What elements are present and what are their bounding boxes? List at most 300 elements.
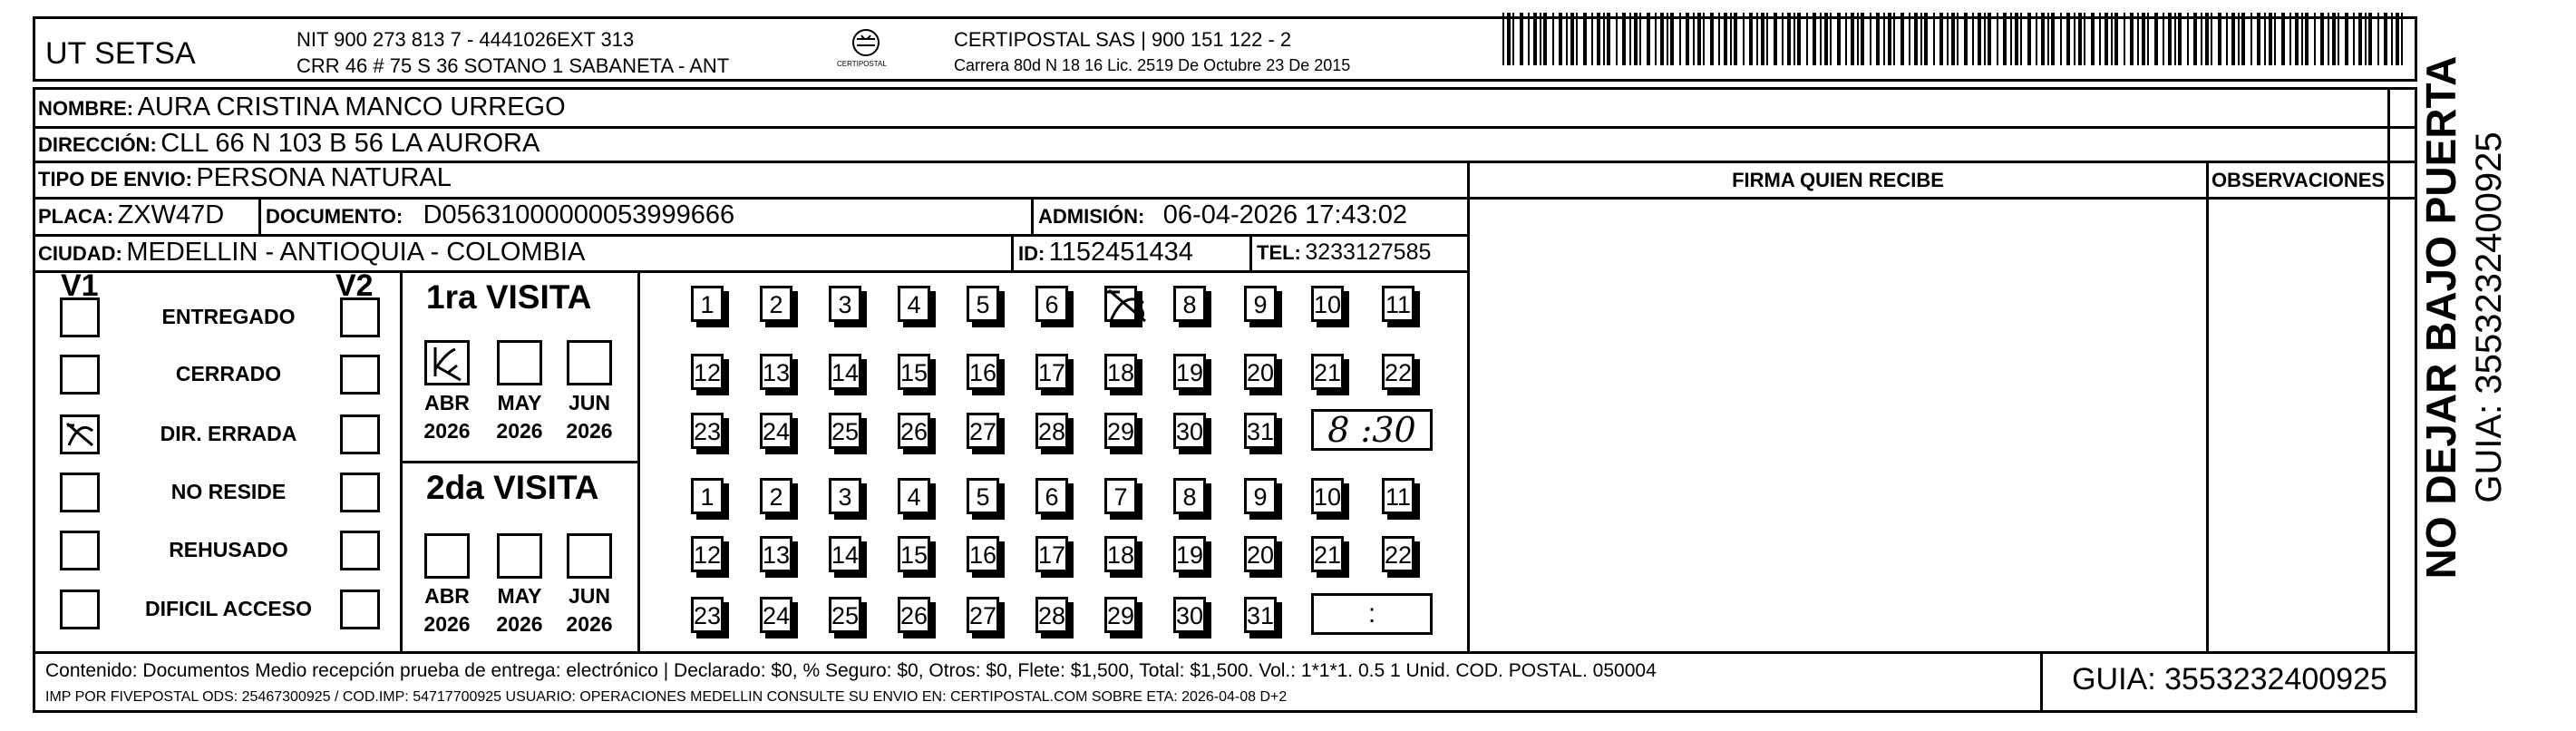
v2-checkbox[interactable] <box>340 531 380 570</box>
barcode-bar <box>2314 13 2316 65</box>
day-number: 19 <box>1176 541 1204 569</box>
day-box[interactable] <box>1382 354 1414 390</box>
box-shadow <box>1206 541 1211 578</box>
day-box[interactable] <box>1035 286 1068 322</box>
courier-license: Carrera 80d N 18 16 Lic. 2519 De Octubre 23 De 2015 <box>954 56 1351 74</box>
barcode-bar <box>1876 13 1880 65</box>
day-box[interactable] <box>691 354 724 390</box>
month-year: 2026 <box>496 419 543 443</box>
day-number: 12 <box>694 541 722 569</box>
barcode-bar <box>2211 13 2212 65</box>
month-year: 2026 <box>496 612 543 636</box>
box-shadow <box>861 602 867 638</box>
barcode-bar <box>2154 13 2158 65</box>
day-number: 31 <box>1247 602 1275 629</box>
admission-value: 06-04-2026 17:43:02 <box>1162 200 1408 229</box>
barcode-bar <box>2365 13 2367 65</box>
status-label: DIR. ERRADA <box>160 422 297 445</box>
day-number: 31 <box>1247 418 1275 445</box>
barcode-bar <box>1964 13 1968 65</box>
barcode-bar <box>2163 13 2164 65</box>
day-box[interactable] <box>760 286 792 322</box>
box-shadow <box>792 418 798 454</box>
day-number: 5 <box>976 291 990 318</box>
barcode-bar <box>1718 13 1720 65</box>
day-box[interactable] <box>760 536 792 572</box>
barcode-bar <box>1710 13 1714 65</box>
barcode-bar <box>2027 13 2031 65</box>
box-shadow <box>861 483 867 520</box>
plate-value: ZXW47D <box>117 200 225 229</box>
barcode-bar <box>1920 13 1922 65</box>
day-box[interactable] <box>691 597 724 633</box>
type-row <box>38 163 452 193</box>
barcode-bar <box>1939 13 1943 65</box>
month-label <box>488 389 551 445</box>
barcode-bar <box>1686 13 1689 65</box>
barcode-bar <box>2218 13 2221 65</box>
month-label <box>488 582 551 638</box>
barcode-bar <box>2168 13 2172 65</box>
box-shadow <box>999 418 1005 454</box>
barcode-bar <box>2091 13 2095 65</box>
day-box[interactable] <box>898 478 930 514</box>
status-label: REHUSADO <box>169 538 288 561</box>
barcode-bar <box>1870 13 1871 65</box>
box-shadow <box>792 602 798 638</box>
day-number: 20 <box>1247 359 1275 386</box>
box-shadow <box>1206 483 1211 520</box>
barcode-bar <box>1972 13 1974 65</box>
barcode-bar <box>1888 13 1891 65</box>
box-shadow <box>930 541 936 578</box>
barcode-bar <box>1820 13 1822 65</box>
month-label <box>558 582 621 638</box>
barcode-bar <box>1583 13 1587 65</box>
day-box[interactable] <box>1244 286 1277 322</box>
signature-header: FIRMA QUIEN RECIBE <box>1732 169 1944 191</box>
day-box[interactable] <box>1382 478 1414 514</box>
box-shadow <box>1206 602 1211 638</box>
barcode-bar <box>2142 13 2145 65</box>
barcode-bar <box>1774 13 1777 65</box>
day-box[interactable] <box>1244 478 1277 514</box>
visit1-title: 1ra VISITA <box>426 278 592 316</box>
day-number: 11 <box>1385 291 1412 318</box>
barcode-bar <box>2289 13 2291 65</box>
v1-checkbox[interactable] <box>60 355 100 395</box>
barcode-bar <box>1988 13 1991 65</box>
v1-header: V1 <box>61 268 99 303</box>
time-box[interactable] <box>1311 593 1433 635</box>
print-line: IMP POR FIVEPOSTAL ODS: 25467300925 / COD.IMP: 54717700925 USUARIO: OPERACIONES MEDELLIN CONSULTE SU ENVIO EN: CERTIPOSTAL.COM SOBRE ETA: 2026-04-08 D+2 <box>45 689 1288 705</box>
status-label: CERRADO <box>175 362 282 385</box>
company-name: UT SETSA <box>45 36 196 71</box>
barcode-bar <box>2345 13 2348 65</box>
barcode-bar <box>1639 13 1641 65</box>
day-box[interactable] <box>967 478 999 514</box>
barcode-bar <box>1697 13 1701 65</box>
box-shadow <box>861 291 867 327</box>
barcode-bar <box>2201 13 2202 65</box>
barcode-bar <box>1813 13 1816 65</box>
barcode-bar <box>2193 13 2197 65</box>
day-box[interactable] <box>1244 597 1277 633</box>
box-shadow <box>999 483 1005 520</box>
box-shadow <box>1344 541 1349 578</box>
barcode-bar <box>1629 13 1631 65</box>
day-box[interactable] <box>1244 413 1277 449</box>
barcode-bar <box>1703 13 1705 65</box>
v2-checkbox[interactable] <box>340 355 380 395</box>
day-number: 15 <box>900 541 928 569</box>
barcode-bar <box>1909 13 1910 65</box>
day-box[interactable] <box>898 413 930 449</box>
month-checkbox[interactable] <box>497 340 542 385</box>
day-box[interactable] <box>691 536 724 572</box>
day-number: 13 <box>763 359 791 386</box>
shipment-type: PERSONA NATURAL <box>196 163 452 192</box>
box-shadow <box>1277 541 1282 578</box>
barcode-bar <box>2066 13 2070 65</box>
box-shadow <box>1277 483 1282 520</box>
plate-label: PLACA: <box>38 205 114 228</box>
v1-checkbox[interactable] <box>60 297 100 337</box>
day-box[interactable] <box>1244 536 1277 572</box>
month-checkbox[interactable] <box>424 533 470 579</box>
barcode-bar <box>1830 13 1832 65</box>
day-number: 20 <box>1247 541 1275 569</box>
v1-checkbox[interactable] <box>60 473 100 512</box>
day-box[interactable] <box>1035 478 1068 514</box>
day-number: 6 <box>1045 291 1059 318</box>
day-box[interactable] <box>691 478 724 514</box>
month-year: 2026 <box>423 419 471 443</box>
status-label: DIFICIL ACCESO <box>144 597 312 620</box>
box-shadow <box>724 541 729 578</box>
barcode-bar <box>2003 13 2007 65</box>
day-box[interactable] <box>898 597 930 633</box>
box-shadow <box>1414 483 1420 520</box>
day-box[interactable] <box>760 413 792 449</box>
barcode-bar <box>1947 13 1949 65</box>
day-number: 22 <box>1385 541 1413 569</box>
barcode-bar <box>1667 13 1668 65</box>
day-box[interactable] <box>1382 536 1414 572</box>
day-box[interactable] <box>898 536 930 572</box>
barcode-bar <box>1845 13 1847 65</box>
day-box[interactable] <box>760 597 792 633</box>
barcode-bar <box>1857 13 1859 65</box>
box-shadow <box>724 291 729 327</box>
box-shadow <box>792 483 798 520</box>
day-box[interactable] <box>1035 413 1068 449</box>
admission-field <box>1038 200 1407 230</box>
box-shadow <box>724 602 729 638</box>
barcode-bar <box>2295 13 2299 65</box>
barcode-bar <box>1793 13 1795 65</box>
v1-checkbox[interactable] <box>60 590 100 629</box>
box-shadow <box>1137 602 1142 638</box>
tel-field <box>1257 239 1431 266</box>
barcode-bar <box>1634 13 1638 65</box>
barcode-bar <box>1724 13 1727 65</box>
day-number: 27 <box>969 418 997 445</box>
day-box[interactable] <box>829 478 861 514</box>
barcode-bar <box>1957 13 1959 65</box>
day-box[interactable] <box>691 413 724 449</box>
courier-name: CERTIPOSTAL SAS | 900 151 122 - 2 <box>954 28 1292 51</box>
box-shadow <box>724 418 729 454</box>
barcode-bar <box>2078 13 2082 65</box>
day-box[interactable] <box>1104 536 1137 572</box>
name-row <box>38 93 566 122</box>
month-checkbox[interactable] <box>567 533 612 579</box>
day-number: 21 <box>1314 541 1342 569</box>
day-box[interactable] <box>829 413 861 449</box>
barcode-bar <box>2305 13 2309 65</box>
barcode-bar <box>2111 13 2113 65</box>
barcode-bar <box>2099 13 2101 65</box>
day-number: 1 <box>700 291 714 318</box>
barcode-bar <box>1543 13 1547 65</box>
address-row <box>38 129 540 159</box>
certipostal-logo <box>839 27 893 73</box>
barcode-bar <box>1766 13 1768 65</box>
barcode-bar <box>1824 13 1828 65</box>
barcode-bar <box>2130 13 2134 65</box>
day-box[interactable] <box>1104 354 1137 390</box>
time-box[interactable] <box>1311 409 1433 451</box>
month-checkbox[interactable] <box>424 340 470 385</box>
day-box[interactable] <box>1173 597 1206 633</box>
barcode-bar <box>1743 13 1745 65</box>
day-number: 16 <box>969 359 997 386</box>
day-number: 2 <box>769 483 783 511</box>
recipient-name: AURA CRISTINA MANCO URREGO <box>137 93 566 122</box>
v2-checkbox[interactable] <box>340 414 380 454</box>
day-number: 16 <box>969 541 997 569</box>
document-value: D05631000000053999666 <box>423 200 735 229</box>
month-year: 2026 <box>423 612 471 636</box>
observations-header: OBSERVACIONES <box>2211 169 2386 191</box>
day-box[interactable] <box>829 286 861 322</box>
v2-checkbox[interactable] <box>340 297 380 337</box>
day-number: 21 <box>1314 359 1342 386</box>
barcode-bar <box>2328 13 2329 65</box>
time-value: 8 :30 <box>1327 410 1416 450</box>
v2-checkbox[interactable] <box>340 473 380 512</box>
barcode-bar <box>2274 13 2276 65</box>
barcode-bar <box>2015 13 2018 65</box>
handwritten-check-icon <box>60 414 100 454</box>
box-shadow <box>1414 291 1420 327</box>
barcode-bar <box>1924 13 1928 65</box>
barcode-bar <box>2205 13 2209 65</box>
day-box[interactable] <box>760 354 792 390</box>
day-box[interactable] <box>1311 536 1344 572</box>
day-number: 29 <box>1107 602 1135 629</box>
v1-checkbox[interactable] <box>60 531 100 570</box>
v2-checkbox[interactable] <box>340 590 380 629</box>
day-box[interactable] <box>1104 286 1137 322</box>
box-shadow <box>930 602 936 638</box>
box-shadow <box>999 359 1005 395</box>
tel-value: 3233127585 <box>1305 239 1432 265</box>
logo-caption: CERTIPOSTAL <box>837 60 887 68</box>
day-box[interactable] <box>1173 286 1206 322</box>
barcode-bar <box>2241 13 2245 65</box>
barcode-bar <box>1660 13 1664 65</box>
month-name: JUN <box>568 584 610 608</box>
side-text <box>2416 0 2576 635</box>
day-box[interactable] <box>967 286 999 322</box>
barcode-bar <box>1756 13 1758 65</box>
name-label: NOMBRE: <box>38 97 134 120</box>
month-year: 2026 <box>566 612 613 636</box>
day-box[interactable] <box>1104 478 1137 514</box>
month-label <box>415 582 479 638</box>
day-box[interactable] <box>760 478 792 514</box>
day-box[interactable] <box>967 597 999 633</box>
barcode-bar <box>2010 13 2012 65</box>
barcode-bar <box>2041 13 2045 65</box>
day-box[interactable] <box>1173 413 1206 449</box>
day-box[interactable] <box>898 354 930 390</box>
box-shadow <box>1277 359 1282 395</box>
day-box[interactable] <box>898 286 930 322</box>
day-box[interactable] <box>829 354 861 390</box>
box-shadow <box>1206 359 1211 395</box>
day-number: 28 <box>1038 602 1066 629</box>
box-shadow <box>999 541 1005 578</box>
admission-label: ADMISIÓN: <box>1038 205 1145 228</box>
barcode-bar <box>2250 13 2252 65</box>
barcode-bar <box>2105 13 2108 65</box>
day-box[interactable] <box>967 536 999 572</box>
barcode-bar <box>2147 13 2149 65</box>
barcode-bar <box>1861 13 1864 65</box>
city-label: CIUDAD: <box>38 242 122 265</box>
box-shadow <box>724 483 729 520</box>
month-checkbox[interactable] <box>497 533 542 579</box>
day-box[interactable] <box>1311 286 1344 322</box>
barcode-bar <box>2074 13 2075 65</box>
day-number: 18 <box>1107 541 1135 569</box>
day-box[interactable] <box>829 536 861 572</box>
recipient-address: CLL 66 N 103 B 56 LA AURORA <box>160 129 540 158</box>
barcode-bar <box>1502 13 1504 65</box>
barcode-bar <box>1693 13 1695 65</box>
month-name: ABR <box>424 391 470 414</box>
month-name: ABR <box>424 584 470 608</box>
day-box[interactable] <box>1173 478 1206 514</box>
box-shadow <box>1137 541 1142 578</box>
day-box[interactable] <box>1244 354 1277 390</box>
day-number: 17 <box>1038 359 1066 386</box>
barcode-bar <box>1900 13 1904 65</box>
barcode-bar <box>2124 13 2125 65</box>
box-shadow <box>1068 541 1074 578</box>
barcode-bar <box>2060 13 2062 65</box>
day-box[interactable] <box>1035 536 1068 572</box>
day-number: 4 <box>907 291 921 318</box>
day-box[interactable] <box>1311 354 1344 390</box>
day-box[interactable] <box>1382 286 1414 322</box>
box-shadow <box>1137 291 1142 327</box>
box-shadow <box>792 291 798 327</box>
barcode-bar <box>1851 13 1854 65</box>
barcode-bar <box>2084 13 2085 65</box>
box-shadow <box>1068 602 1074 638</box>
box-shadow <box>1277 291 1282 327</box>
barcode-bar <box>2358 13 2362 65</box>
day-box[interactable] <box>1104 413 1137 449</box>
day-number: 12 <box>694 359 722 386</box>
barcode-bar <box>2226 13 2228 65</box>
day-number: 5 <box>976 483 990 511</box>
barcode-bar <box>2051 13 2055 65</box>
box-shadow <box>1068 291 1074 327</box>
day-number: 7 <box>1113 483 1128 511</box>
barcode-bar <box>1566 13 1568 65</box>
document-field <box>266 200 734 230</box>
handwritten-check-icon <box>424 340 470 385</box>
barcode-bar <box>1749 13 1753 65</box>
day-box[interactable] <box>691 286 724 322</box>
month-name: MAY <box>497 584 542 608</box>
box-shadow <box>1068 483 1074 520</box>
box-shadow <box>1206 418 1211 454</box>
day-box[interactable] <box>967 413 999 449</box>
day-number: 18 <box>1107 359 1135 386</box>
barcode-bar <box>1507 13 1511 65</box>
day-box[interactable] <box>1173 354 1206 390</box>
day-number: 3 <box>838 291 852 318</box>
barcode-bar <box>1782 13 1784 65</box>
month-checkbox[interactable] <box>567 340 612 385</box>
day-number: 13 <box>763 541 791 569</box>
barcode-bar <box>1933 13 1935 65</box>
barcode-bar <box>2353 13 2355 65</box>
day-number: 29 <box>1107 418 1135 445</box>
v1-checkbox[interactable] <box>60 414 100 454</box>
day-number: 22 <box>1385 359 1413 386</box>
company-nit: NIT 900 273 813 7 - 4441026EXT 313 <box>296 28 635 51</box>
box-shadow <box>1344 483 1349 520</box>
day-box[interactable] <box>1311 478 1344 514</box>
day-box[interactable] <box>1104 597 1137 633</box>
box-shadow <box>1344 359 1349 395</box>
month-name: JUN <box>568 391 610 414</box>
barcode-bar <box>2020 13 2022 65</box>
day-number: 8 <box>1182 483 1197 511</box>
day-box[interactable] <box>1035 354 1068 390</box>
barcode-bar <box>1914 13 1918 65</box>
barcode-bar <box>1761 13 1764 65</box>
box-shadow <box>1277 602 1282 638</box>
day-number: 23 <box>694 602 722 629</box>
barcode-bar <box>1730 13 1732 65</box>
barcode-bar <box>1787 13 1791 65</box>
barcode-bar <box>1806 13 1808 65</box>
day-box[interactable] <box>829 597 861 633</box>
day-box[interactable] <box>1035 597 1068 633</box>
day-box[interactable] <box>967 354 999 390</box>
day-number: 4 <box>907 483 921 511</box>
day-box[interactable] <box>1173 536 1206 572</box>
day-number: 28 <box>1038 418 1066 445</box>
